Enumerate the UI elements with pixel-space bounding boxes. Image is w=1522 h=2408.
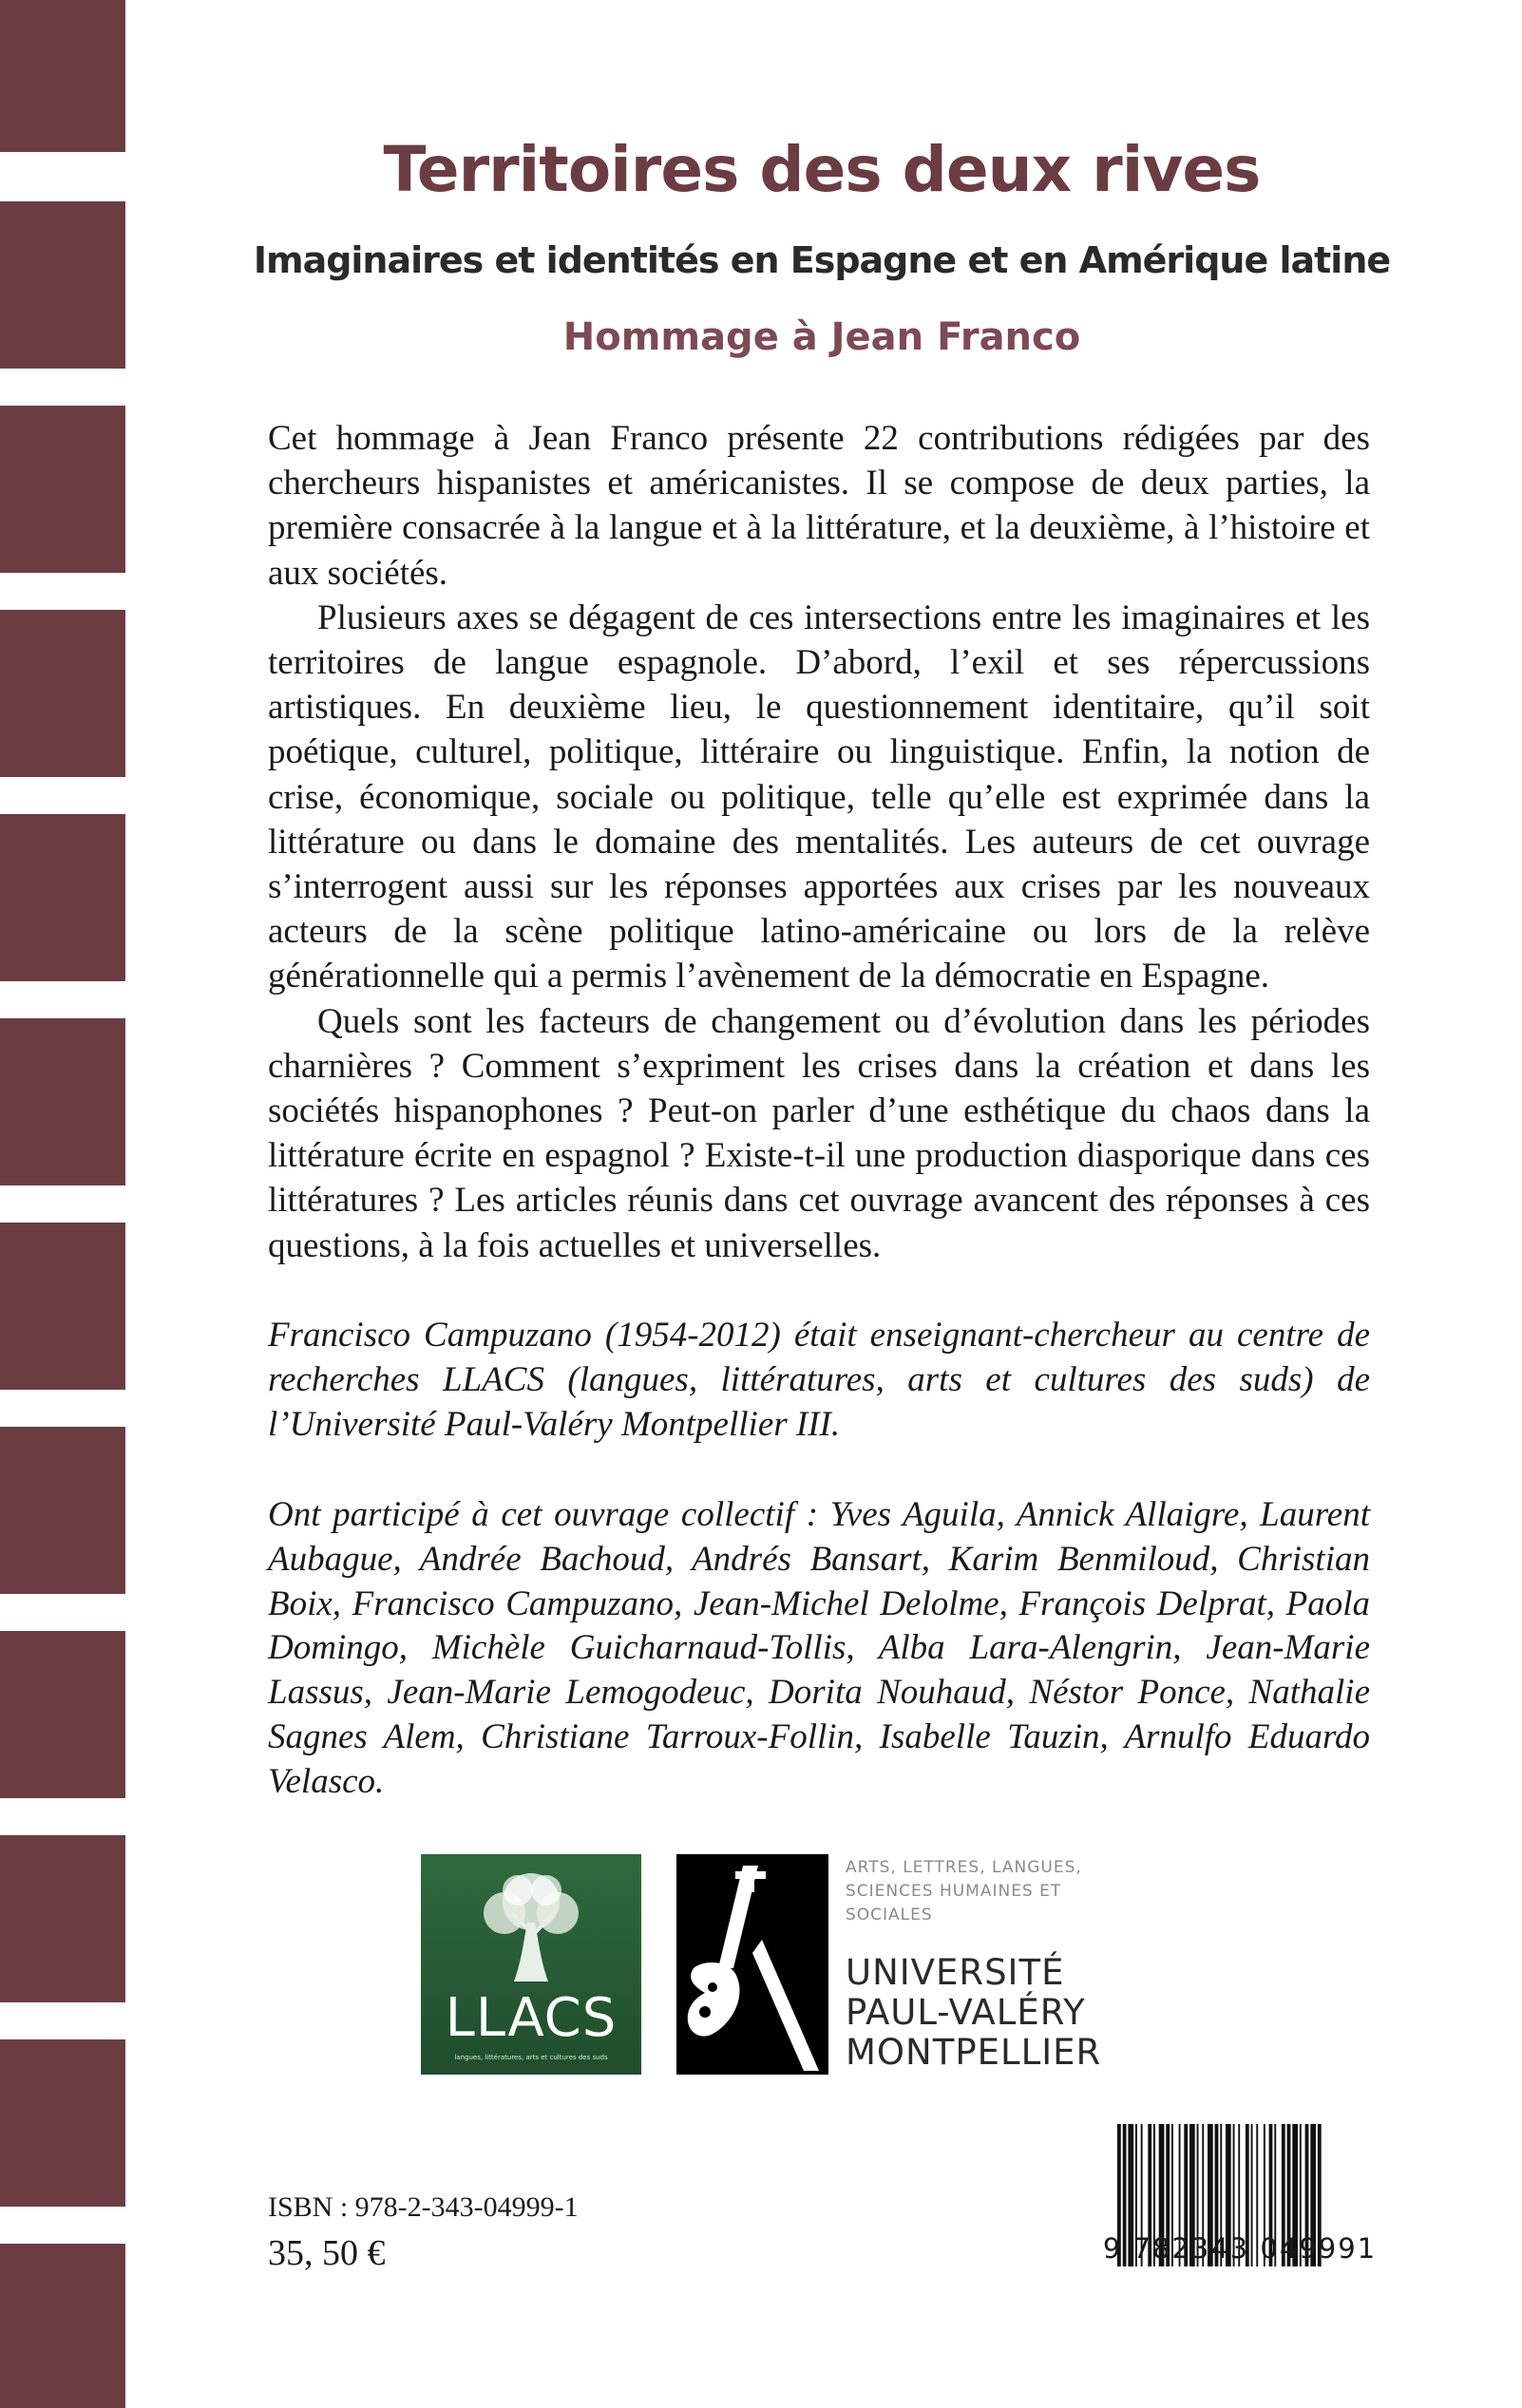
- stripe: [0, 814, 125, 981]
- stripe: [0, 1427, 125, 1594]
- llacs-wordmark: LLACS: [445, 1987, 618, 2049]
- isbn-number: ISBN : 978-2-343-04999-1: [268, 2191, 579, 2223]
- barcode-digits: 9 782343 049991: [1102, 2232, 1378, 2265]
- book-blurb: [268, 416, 1370, 1268]
- stripe: [0, 2039, 125, 2207]
- blurb-paragraph: Cet hommage à Jean Franco présente 22 contributions rédigées par des chercheurs hispanistes et américanistes. Il se compose de deux parties, la première consacrée à la langue et à la littérature, et la deuxième, à l’histoire et aux sociétés.: [268, 419, 1370, 593]
- stripe: [0, 1631, 125, 1798]
- stripe: [0, 1835, 125, 2002]
- book-homage-line: Hommage à Jean Franco: [562, 315, 1081, 359]
- stripe: [0, 1223, 125, 1390]
- upv-big-line: MONTPELLIER: [846, 2032, 1102, 2073]
- author-bio: Francisco Campuzano (1954-2012) était enseignant-chercheur au centre de recherches LLACS (langues, littératures, arts et cultures des suds) de l’Université Paul-Valéry Montpellier III.: [268, 1316, 1370, 1444]
- tree-icon: [455, 1866, 607, 1989]
- blurb-paragraph: Plusieurs axes se dégagent de ces intersections entre les imaginaires et les territoires de langue espagnole. D’abord, l’exil et ses répercussions artistiques. En deuxième lieu, le questionnement identitaire, qu’il soit poétique, culturel, politique, littéraire ou linguistique. Enfin, la notion de crise, économique, sociale ou politique, telle qu’elle est exprimée dans la littérature ou dans le domaine des mentalités. Les auteurs de cet ouvrage s’interrogent aussi sur les réponses apportées aux crises par les nouveaux acteurs de la scène politique latino-américaine ou lors de la relève générationnelle qui a permis l’avènement de la démocratie en Espagne.: [268, 597, 1370, 996]
- llacs-logo: [421, 1854, 641, 2075]
- book-subtitle: Imaginaires et identités en Espagne et en Amérique latine: [253, 239, 1391, 281]
- stripe: [0, 610, 125, 777]
- upv-big-line: PAUL-VALÉRY: [846, 1992, 1086, 2033]
- upv-faculty-text: [846, 1856, 1112, 1927]
- stripe: [0, 0, 125, 152]
- upv-emblem-icon: [676, 1854, 828, 2075]
- blurb-paragraph: Quels sont les facteurs de changement ou d’évolution dans les périodes charnières ? Comment s’expriment les crises dans la création et dans les sociétés hispanophones ? Peut-on parler d’une esthétique du chaos dans la littérature écrite en espagnol ? Existe-t-il une production diasporique dans ces littératures ? Les articles réunis dans cet ouvrage avancent des réponses à ces questions, à la fois actuelles et universelles.: [268, 1001, 1370, 1265]
- upv-wordmark: [846, 1953, 1121, 2073]
- stripe: [0, 406, 125, 573]
- upv-logo: [676, 1854, 1113, 2075]
- left-stripe-band: [0, 0, 125, 2408]
- upv-small-line: SOCIALES: [846, 1906, 933, 1925]
- stripe: [0, 2244, 125, 2408]
- upv-small-line: ARTS, LETTRES, LANGUES,: [846, 1858, 1082, 1877]
- upv-big-line: UNIVERSITÉ: [846, 1952, 1065, 1993]
- book-title: Territoires des deux rives: [383, 133, 1261, 206]
- stripe: [0, 1018, 125, 1185]
- upv-small-line: SCIENCES HUMAINES ET: [846, 1882, 1062, 1901]
- llacs-tagline: langues, littératures, arts et cultures des suds: [454, 2054, 608, 2061]
- contributors-list: Ont participé à cet ouvrage collectif : Yves Aguila, Annick Allaigre, Laurent Aubague, Andrée Bachoud, Andrés Bansart, Karim Benmiloud, Christian Boix, Francisco Campuzano, Jean-Michel Delolme, François Delprat, Paola Domingo, Michèle Guicharnaud-Tollis, Alba Lara-Alengrin, Jean-Marie Lassus, Jean-Marie Lemogodeuc, Dorita Nouhaud, Néstor Ponce, Nathalie Sagnes Alem, Christiane Tarroux-Follin, Isabelle Tauzin, Arnulfo Eduardo Velasco.: [268, 1495, 1370, 1801]
- price-label: 35, 50 €: [268, 2233, 386, 2273]
- stripe: [0, 201, 125, 369]
